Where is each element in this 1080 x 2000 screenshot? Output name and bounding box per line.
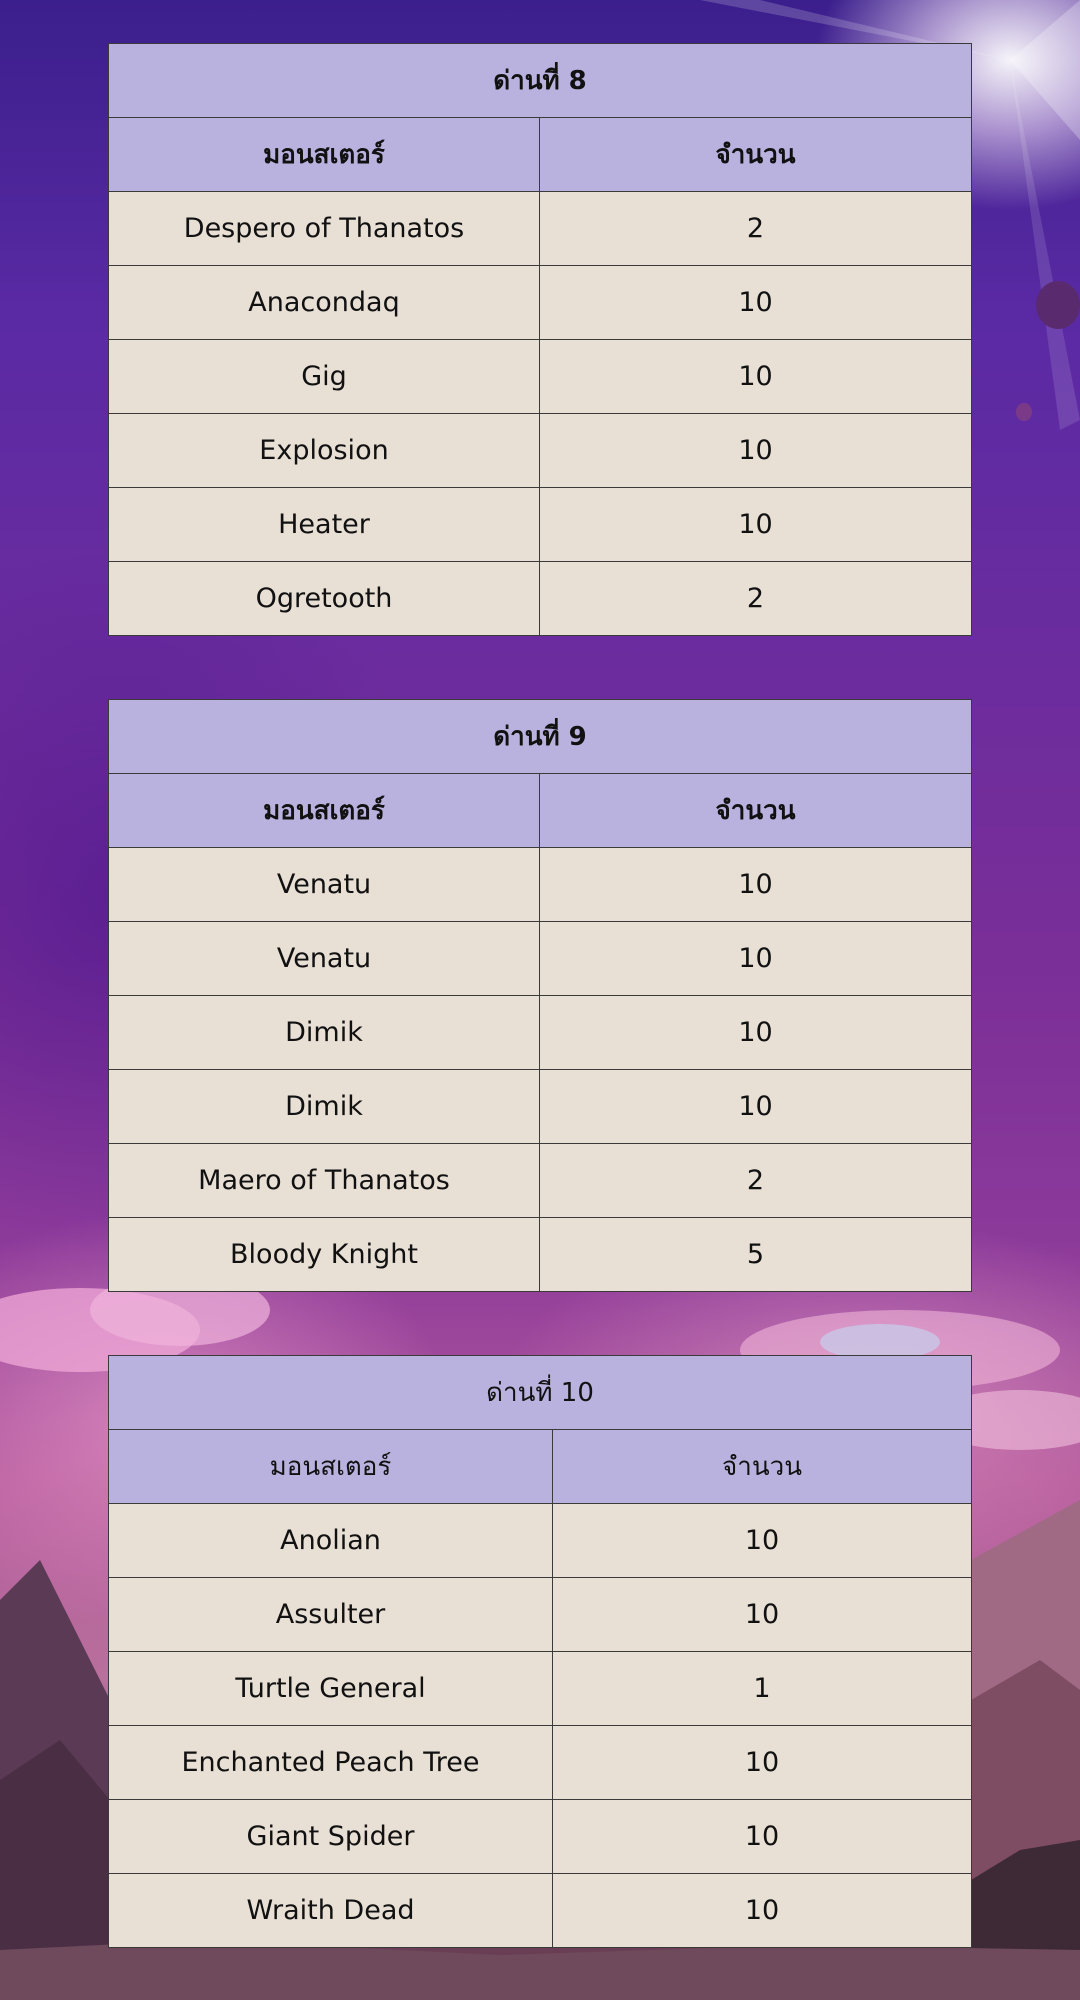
stage-title: ด่านที่ 10 — [109, 1356, 972, 1430]
table-row — [109, 848, 972, 922]
table-header-row — [109, 118, 972, 192]
stage-title: ด่านที่ 9 — [109, 700, 972, 774]
monster-count: 10 — [540, 922, 972, 996]
monster-name: Ogretooth — [109, 562, 540, 636]
monster-count: 10 — [553, 1504, 972, 1578]
table-header-row — [109, 774, 972, 848]
monster-count: 10 — [553, 1726, 972, 1800]
table-row — [109, 1874, 972, 1948]
column-header-count: จำนวน — [553, 1430, 972, 1504]
table-title-row — [109, 700, 972, 774]
table-row — [109, 488, 972, 562]
monster-name: Turtle General — [109, 1652, 553, 1726]
monster-count: 10 — [540, 848, 972, 922]
monster-count: 2 — [540, 1144, 972, 1218]
monster-count: 10 — [553, 1578, 972, 1652]
monster-name: Gig — [109, 340, 540, 414]
monster-name: Maero of Thanatos — [109, 1144, 540, 1218]
table-row — [109, 1652, 972, 1726]
table-row — [109, 1504, 972, 1578]
monster-name: Assulter — [109, 1578, 553, 1652]
monster-count: 10 — [540, 488, 972, 562]
table-row — [109, 192, 972, 266]
column-header-monster: มอนสเตอร์ — [109, 774, 540, 848]
table-row — [109, 1218, 972, 1292]
stage-8-table — [108, 43, 972, 636]
column-header-monster: มอนสเตอร์ — [109, 1430, 553, 1504]
monster-count: 1 — [553, 1652, 972, 1726]
table-row — [109, 266, 972, 340]
table-row — [109, 996, 972, 1070]
monster-count: 10 — [540, 996, 972, 1070]
table-row — [109, 1144, 972, 1218]
table-row — [109, 414, 972, 488]
monster-name: Venatu — [109, 848, 540, 922]
monster-count: 10 — [553, 1800, 972, 1874]
column-header-count: จำนวน — [540, 118, 972, 192]
stage-10-table — [108, 1355, 972, 1948]
stage-9-table — [108, 699, 972, 1292]
monster-name: Enchanted Peach Tree — [109, 1726, 553, 1800]
monster-name: Anacondaq — [109, 266, 540, 340]
monster-name: Heater — [109, 488, 540, 562]
stage-title: ด่านที่ 8 — [109, 44, 972, 118]
table-header-row — [109, 1430, 972, 1504]
monster-count: 2 — [540, 562, 972, 636]
monster-count: 2 — [540, 192, 972, 266]
monster-name: Bloody Knight — [109, 1218, 540, 1292]
monster-count: 5 — [540, 1218, 972, 1292]
table-row — [109, 1578, 972, 1652]
monster-name: Anolian — [109, 1504, 553, 1578]
table-title-row — [109, 44, 972, 118]
table-row — [109, 340, 972, 414]
monster-count: 10 — [553, 1874, 972, 1948]
monster-name: Giant Spider — [109, 1800, 553, 1874]
table-row — [109, 1726, 972, 1800]
monster-name: Dimik — [109, 996, 540, 1070]
monster-count: 10 — [540, 266, 972, 340]
monster-name: Dimik — [109, 1070, 540, 1144]
column-header-count: จำนวน — [540, 774, 972, 848]
monster-count: 10 — [540, 414, 972, 488]
monster-count: 10 — [540, 1070, 972, 1144]
monster-count: 10 — [540, 340, 972, 414]
monster-name: Despero of Thanatos — [109, 192, 540, 266]
table-row — [109, 562, 972, 636]
monster-name: Wraith Dead — [109, 1874, 553, 1948]
monster-name: Venatu — [109, 922, 540, 996]
table-row — [109, 1800, 972, 1874]
column-header-monster: มอนสเตอร์ — [109, 118, 540, 192]
table-title-row — [109, 1356, 972, 1430]
table-row — [109, 1070, 972, 1144]
monster-name: Explosion — [109, 414, 540, 488]
table-row — [109, 922, 972, 996]
